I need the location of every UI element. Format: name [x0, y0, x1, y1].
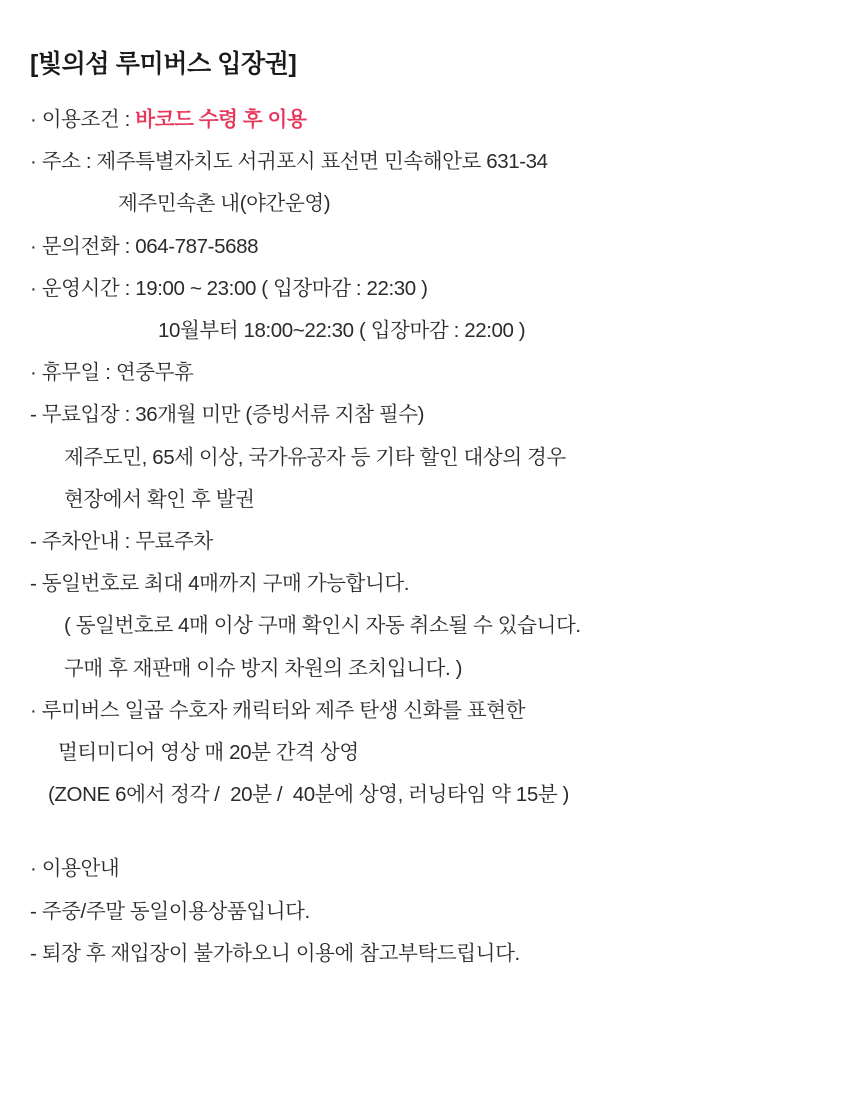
info-line-show_interval: 멀티미디어 영상 매 20분 간격 상영: [58, 741, 359, 765]
info-line-no_reentry: - 퇴장 후 재입장이 불가하오니 이용에 참고부탁드립니다.: [30, 941, 520, 965]
info-line-accent: 바코드 수령 후 이용: [135, 108, 307, 131]
info-line-parking: - 주차안내 : 무료주차: [30, 530, 213, 554]
info-line-onsite_check: 현장에서 확인 후 발권: [64, 487, 255, 511]
info-line-free_admission: - 무료입장 : 36개월 미만 (증빙서류 지참 필수): [30, 403, 425, 427]
info-line-discount_targets: 제주도민, 65세 이상, 국가유공자 등 기타 할인 대상의 경우: [64, 445, 566, 469]
info-line-address: · 주소 : 제주특별자치도 서귀포시 표선면 민속해안로 631-34: [30, 150, 548, 174]
info-line-hours: · 운영시간 : 19:00 ~ 23:00 ( 입장마감 : 22:30 ): [30, 276, 428, 300]
info-line-phone: · 문의전화 : 064-787-5688: [30, 234, 259, 258]
info-line-prefix: · 이용조건 :: [30, 108, 136, 131]
info-line-show_intro: · 루미버스 일곱 수호자 캐릭터와 제주 탄생 신화를 표현한: [30, 698, 526, 722]
info-line-weekday_weekend: - 주중/주말 동일이용상품입니다.: [30, 899, 310, 923]
info-line-hours_cont: 10월부터 18:00~22:30 ( 입장마감 : 22:00 ): [158, 319, 526, 343]
info-line-closed_days: · 휴무일 : 연중무휴: [30, 361, 194, 385]
info-line-usage_guide_heading: · 이용안내: [30, 857, 120, 881]
page-title: [빛의섬 루미버스 입장권]: [30, 50, 297, 78]
info-line-show_zone: (ZONE 6에서 정각 / 20분 / 40분에 상영, 러닝타임 약 15분 ): [48, 783, 569, 807]
info-line-purchase_limit_note1: ( 동일번호로 4매 이상 구매 확인시 자동 취소될 수 있습니다.: [64, 614, 581, 638]
info-line-usage_condition_label: [30, 99, 830, 141]
info-line-purchase_limit: - 동일번호로 최대 4매까지 구매 가능합니다.: [30, 572, 410, 596]
line-spacer: [30, 816, 830, 848]
info-line-address_cont: 제주민속촌 내(야간운영): [118, 192, 331, 216]
info-line-list: [30, 99, 830, 975]
info-line-purchase_limit_note2: 구매 후 재판매 이슈 방지 차원의 조치입니다. ): [64, 656, 463, 680]
